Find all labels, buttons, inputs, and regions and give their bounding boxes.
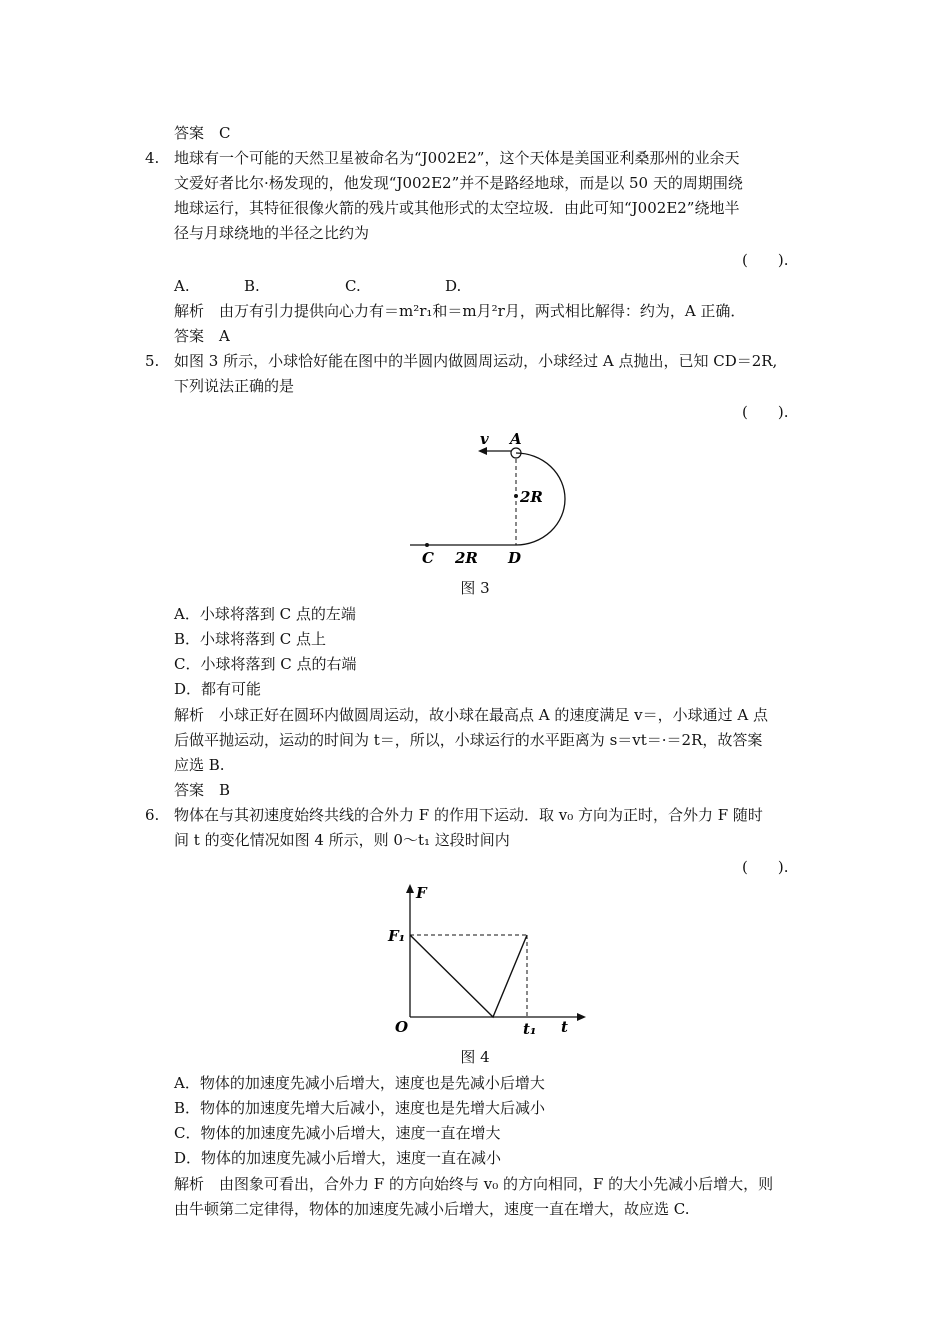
q5-answer: 答案 B: [174, 781, 231, 799]
q6-option-d: D．物体的加速度先减小后增大，速度一直在减小: [174, 1149, 502, 1167]
q4-option-c: C.: [345, 277, 361, 295]
q4-answer: 答案 A: [174, 327, 230, 345]
q4-option-b: B.: [244, 277, 260, 295]
label-t: t: [561, 1018, 568, 1036]
q6-option-a: A．物体的加速度先减小后增大，速度也是先减小后增大: [174, 1074, 545, 1092]
figure-4-caption: 图 4: [460, 1048, 490, 1066]
q4-analysis: 解析 由万有引力提供向心力有＝m²r₁和＝m月²r月，两式相比解得：约为，A 正确．: [174, 302, 746, 320]
q6-line-2: 间 t 的变化情况如图 4 所示，则 0～t₁ 这段时间内: [174, 831, 510, 849]
label-t1: t₁: [523, 1020, 537, 1038]
q4-option-a: A.: [174, 277, 190, 295]
q6-number: 6.: [145, 806, 160, 824]
q5-option-b: B．小球将落到 C 点上: [174, 630, 327, 648]
label-origin: O: [395, 1018, 409, 1036]
q5-line-2: 下列说法正确的是: [174, 377, 295, 395]
q5-option-d: D．都有可能: [174, 680, 262, 698]
q4-line-3: 地球运行，其特征很像火箭的残片或其他形式的太空垃圾．由此可知“J002E2”绕地半: [174, 199, 740, 217]
q5-option-c: C．小球将落到 C 点的右端: [174, 655, 357, 673]
label-v: v: [480, 430, 489, 448]
q5-analysis-1: 解析 小球正好在圆环内做圆周运动，故小球在最高点 A 的速度满足 v＝，小球通过 A 点: [174, 706, 768, 724]
q4-line-4: 径与月球绕地的半径之比约为: [174, 224, 370, 242]
q5-option-a: A．小球将落到 C 点的左端: [174, 605, 356, 623]
x-axis-arrow-icon: [577, 1013, 586, 1021]
force-curve: [410, 935, 527, 1017]
label-2r-vertical: 2R: [520, 488, 543, 506]
q6-line-1: 物体在与其初速度始终共线的合外力 F 的作用下运动．取 v₀ 方向为正时，合外力 F 随时: [174, 806, 763, 824]
label-d: D: [508, 549, 522, 567]
q4-line-2: 文爱好者比尔·杨发现的，他发现“J002E2”并不是路经地球，而是以 50 天的周期围绕: [174, 174, 743, 192]
figure-3-caption: 图 3: [460, 579, 490, 597]
q3-answer: 答案 C: [174, 124, 231, 142]
label-f1: F₁: [388, 927, 406, 945]
point-c-dot: [425, 543, 429, 547]
y-axis-arrow-icon: [406, 884, 414, 893]
label-f: F: [416, 884, 427, 902]
q4-number: 4.: [145, 149, 160, 167]
q5-answer-blank: ( ).: [742, 403, 789, 421]
label-c: C: [422, 549, 434, 567]
figure-3-diagram: [400, 425, 580, 575]
q4-option-d: D.: [445, 277, 462, 295]
arrowhead-icon: [478, 447, 487, 455]
q5-analysis-3: 应选 B.: [174, 756, 225, 774]
q6-analysis-2: 由牛顿第二定律得，物体的加速度先减小后增大，速度一直在增大，故应选 C.: [174, 1200, 690, 1218]
q6-option-b: B．物体的加速度先增大后减小，速度也是先增大后减小: [174, 1099, 546, 1117]
q5-number: 5.: [145, 352, 160, 370]
q6-option-c: C．物体的加速度先减小后增大，速度一直在增大: [174, 1124, 501, 1142]
q6-answer-blank: ( ).: [742, 858, 789, 876]
q5-analysis-2: 后做平抛运动，运动的时间为 t＝，所以，小球运行的水平距离为 s＝vt＝·＝2R，故答案: [174, 731, 763, 749]
label-a: A: [510, 430, 522, 448]
center-dot: [514, 494, 518, 498]
q5-line-1: 如图 3 所示，小球恰好能在图中的半圆内做圆周运动，小球经过 A 点抛出，已知 CD＝2R,: [174, 352, 778, 370]
figure-4-graph: [385, 880, 595, 1040]
label-2r-horizontal: 2R: [455, 549, 478, 567]
q4-line-1: 地球有一个可能的天然卫星被命名为“J002E2”，这个天体是美国亚利桑那州的业余天: [174, 149, 740, 167]
q4-answer-blank: ( ).: [742, 251, 789, 269]
q6-analysis-1: 解析 由图象可看出，合外力 F 的方向始终与 v₀ 的方向相同，F 的大小先减小后增大，则: [174, 1175, 774, 1193]
